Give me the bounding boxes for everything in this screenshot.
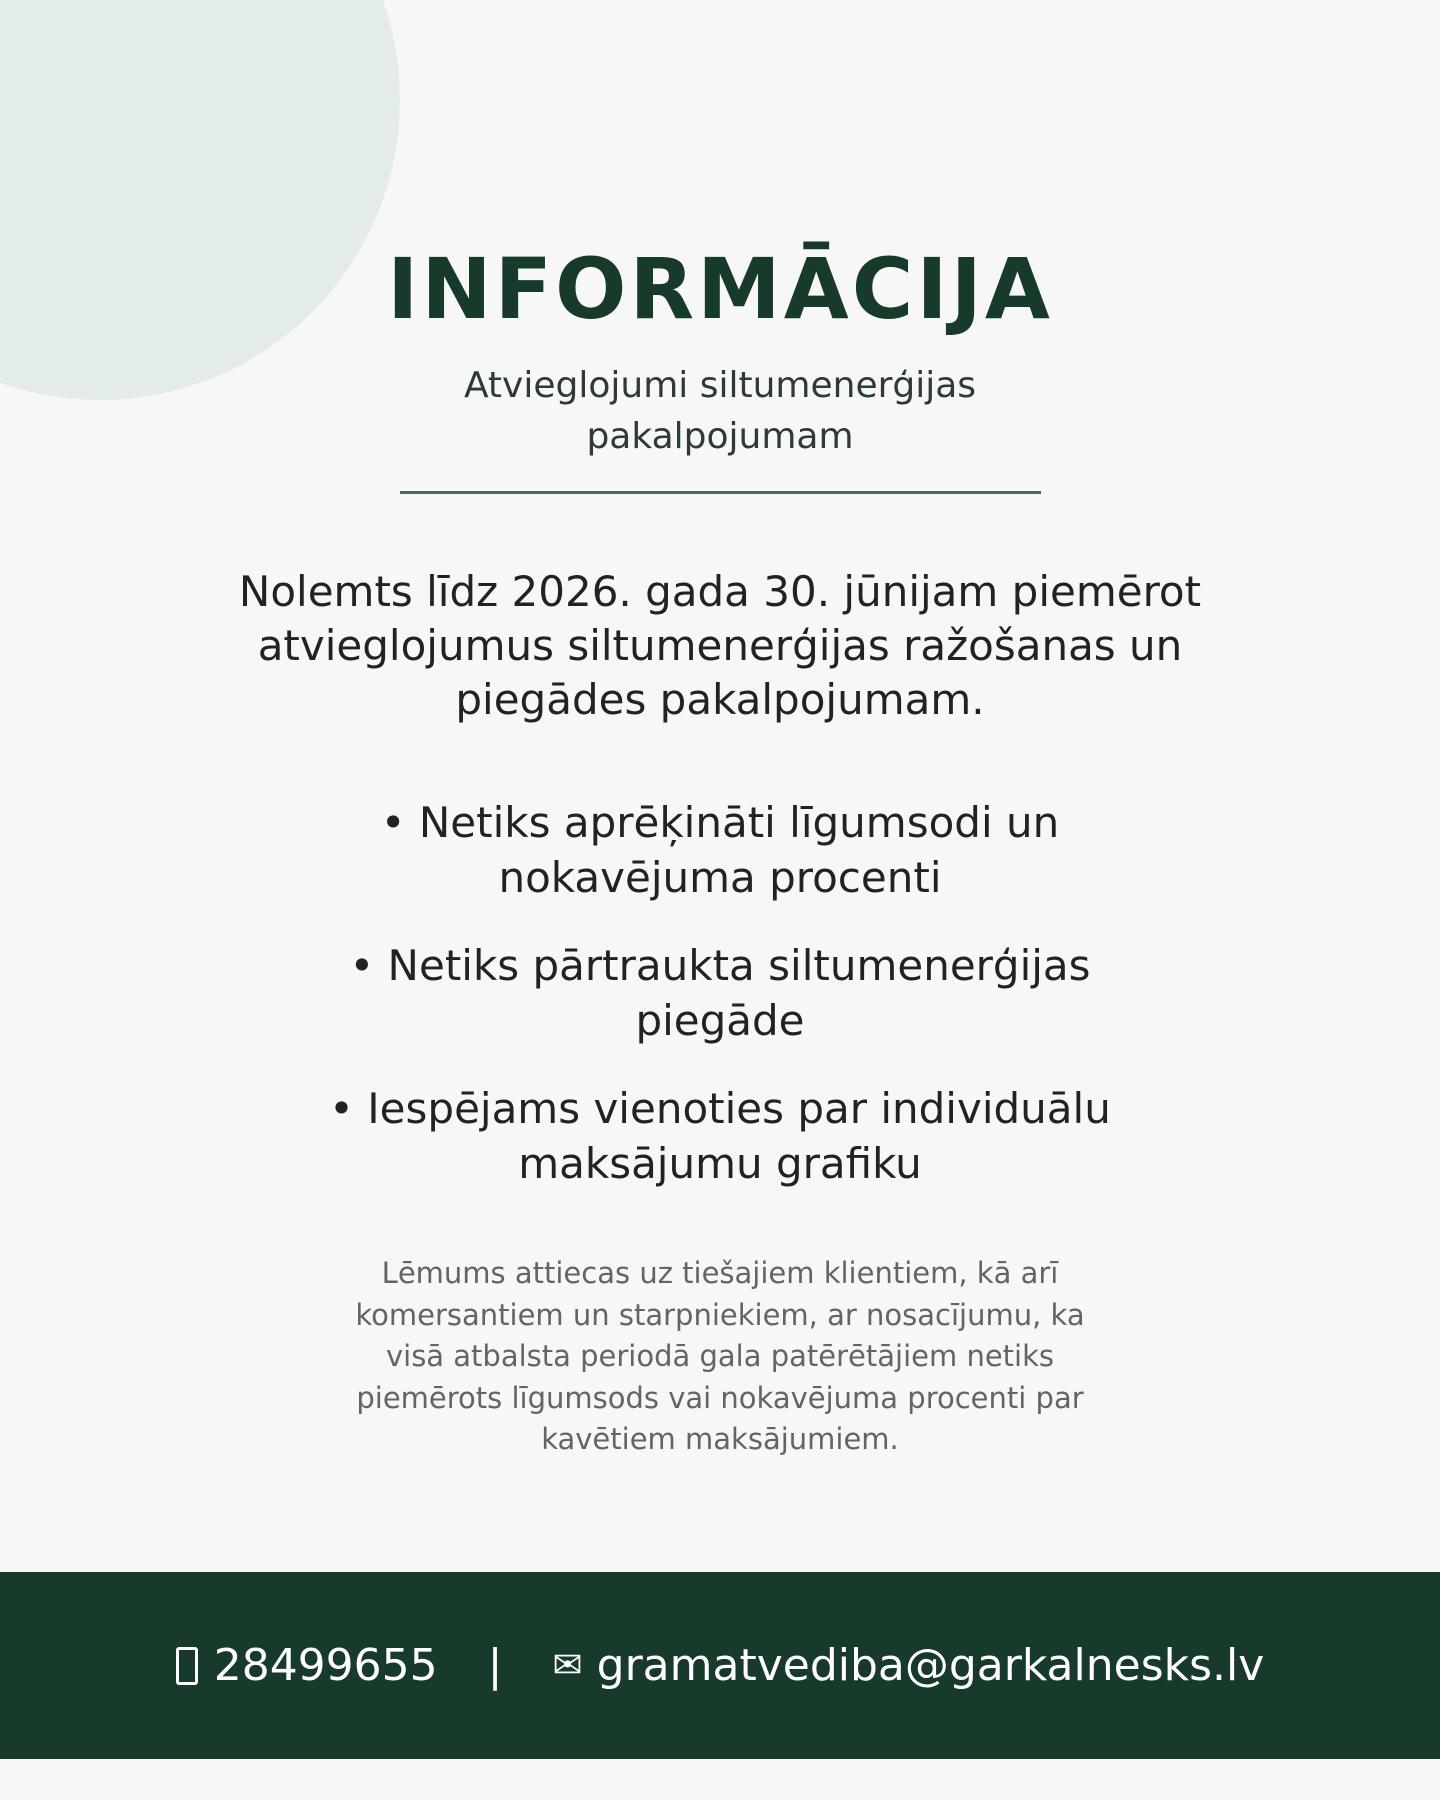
list-item: • Netiks pārtraukta siltumenerģijas piegāde (349, 941, 1091, 1045)
contact-separator: | (487, 1640, 503, 1691)
email-address[interactable]: gramatvediba@garkalnesks.lv (596, 1640, 1265, 1691)
page-title: INFORMĀCIJA (387, 240, 1053, 338)
phone-icon (176, 1647, 198, 1685)
phone-number[interactable]: 28499655 (213, 1640, 438, 1691)
contact-footer (0, 1572, 1440, 1759)
decorative-circle (0, 0, 400, 400)
list-item: • Iespējams vienoties par individuālu maksājumu grafiku (329, 1084, 1111, 1188)
title-divider (400, 491, 1041, 494)
lead-paragraph: Nolemts līdz 2026. gada 30. jūnijam piemērot atvieglojumus siltumenerģijas ražošanas un piegādes pakalpojumam. (238, 567, 1202, 724)
terms-note: Lēmums attiecas uz tiešajiem klientiem, kā arī komersantiem un starpniekiem, ar nosacījumu, ka visā atbalsta periodā gala patērētājiem netiks piemērots līgumsods vai nokavējuma procenti par kavētiem maksājumiem. (355, 1256, 1085, 1456)
list-item: • Netiks aprēķināti līgumsodi un nokavējuma procenti (380, 798, 1060, 902)
page-subtitle: Atvieglojumi siltumenerģijas pakalpojumam (463, 365, 977, 457)
mail-icon: ✉ (552, 1645, 583, 1686)
benefits-list (260, 795, 1180, 1224)
